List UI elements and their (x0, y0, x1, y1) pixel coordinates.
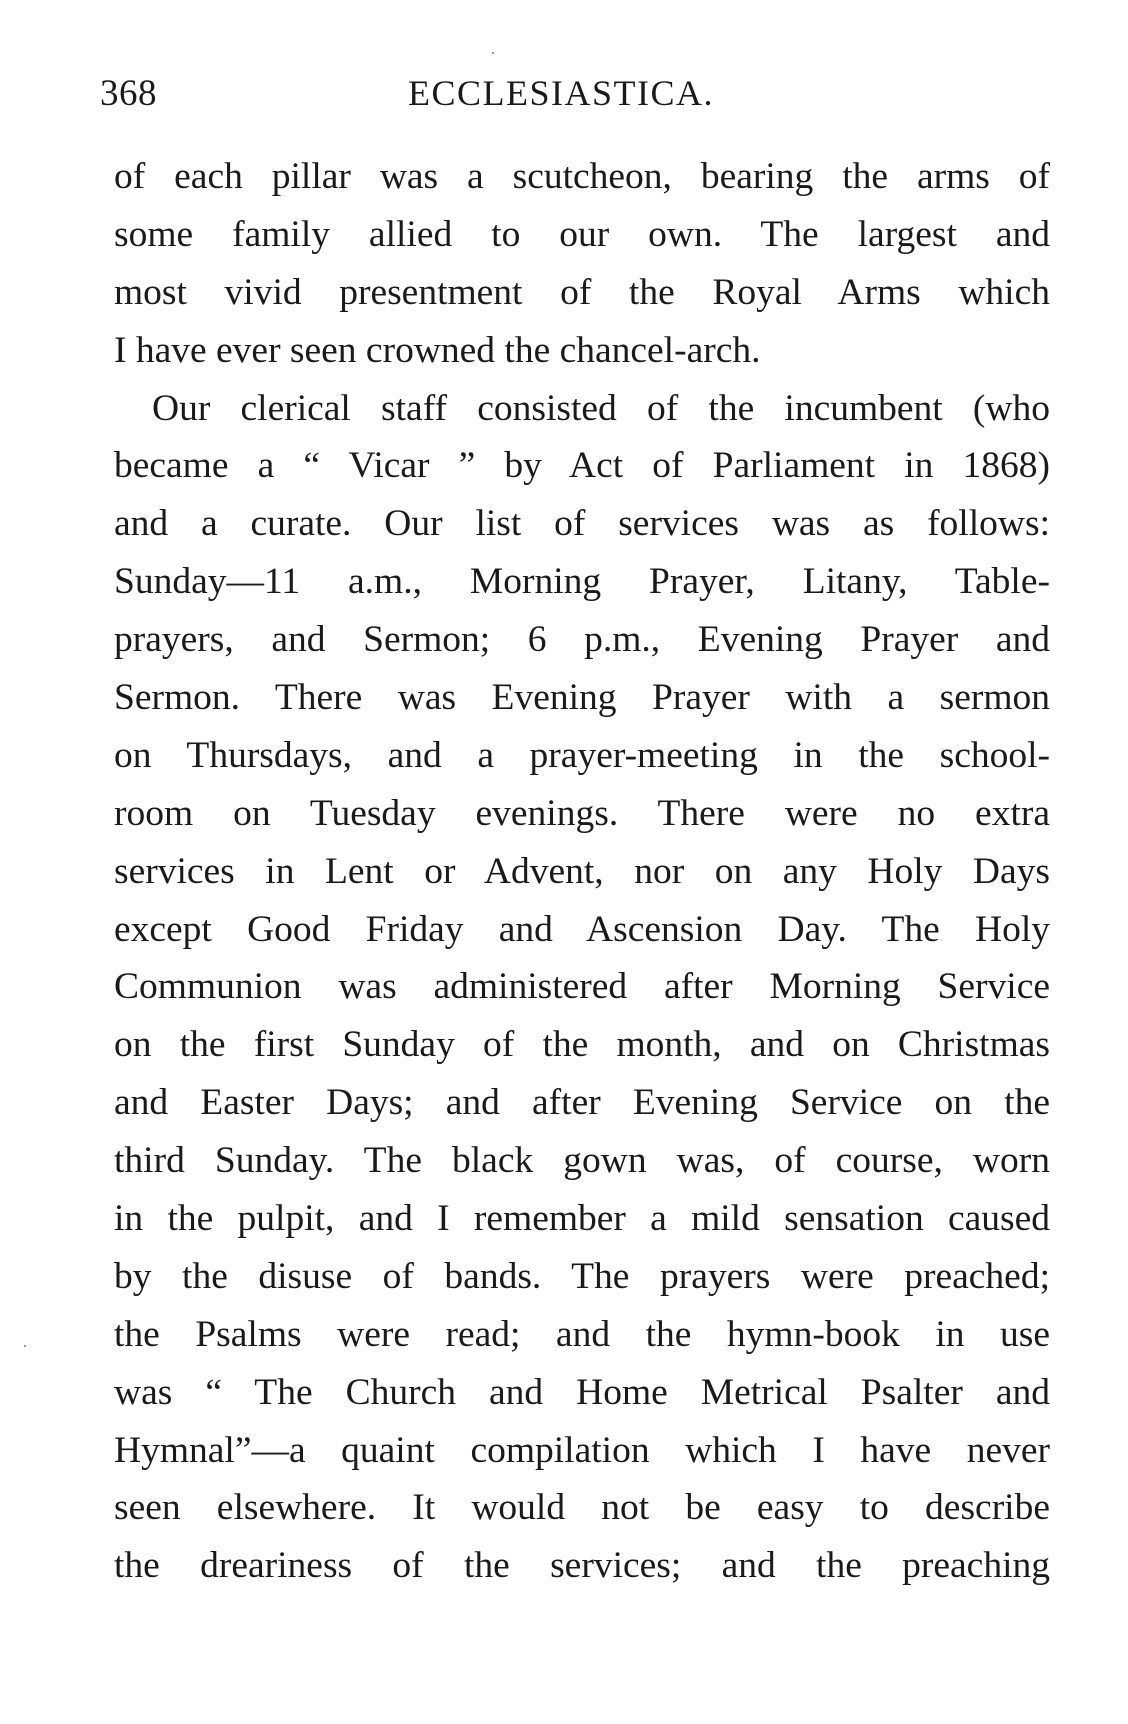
running-header (100, 72, 1060, 128)
running-title: ECCLESIASTICA. (408, 73, 715, 113)
text-line: of each pillar was a scutcheon, bearing the arms of (114, 156, 1050, 197)
text-line: most vivid presentment of the Royal Arms which (114, 271, 1050, 313)
text-line: and Easter Days; and after Evening Service on the (114, 1082, 1050, 1124)
text-line: I have ever seen crowned the chancel-arch. (114, 329, 761, 371)
text-line: seen elsewhere. It would not be easy to describe (114, 1487, 1050, 1529)
scan-speck (492, 52, 494, 54)
text-line: Our clerical staff consisted of the incumbent (who (152, 387, 1050, 429)
text-line: except Good Friday and Ascension Day. The Holy (114, 908, 1050, 950)
text-line: and a curate. Our list of services was as follows: (114, 503, 1050, 545)
text-line: third Sunday. The black gown was, of course, worn (114, 1140, 1050, 1182)
text-line: the dreariness of the services; and the preaching (114, 1545, 1050, 1587)
text-line: Sermon. There was Evening Prayer with a sermon (114, 677, 1050, 719)
text-line: the Psalms were read; and the hymn-book in use (114, 1313, 1050, 1355)
text-line: became a “ Vicar ” by Act of Parliament in 1868) (114, 445, 1050, 487)
scan-speck (24, 1345, 26, 1347)
text-line: Communion was administered after Morning Service (114, 966, 1050, 1008)
text-line: in the pulpit, and I remember a mild sensation caused (114, 1198, 1050, 1240)
text-line: by the disuse of bands. The prayers were preached; (114, 1255, 1050, 1297)
text-line: room on Tuesday evenings. There were no extra (114, 792, 1050, 834)
text-line: Sunday—11 a.m., Morning Prayer, Litany, Table- (114, 561, 1050, 603)
text-line: some family allied to our own. The largest and (114, 213, 1050, 255)
text-line: Hymnal”—a quaint compilation which I have never (114, 1429, 1050, 1471)
body-text (114, 148, 1050, 1595)
text-line: services in Lent or Advent, nor on any Holy Days (114, 850, 1050, 892)
text-line: on Thursdays, and a prayer-meeting in the school- (114, 734, 1050, 776)
page-number: 368 (100, 73, 157, 114)
text-line: was “ The Church and Home Metrical Psalter and (114, 1371, 1050, 1413)
text-line: prayers, and Sermon; 6 p.m., Evening Prayer and (114, 619, 1050, 661)
text-line: on the first Sunday of the month, and on Christmas (114, 1024, 1050, 1066)
